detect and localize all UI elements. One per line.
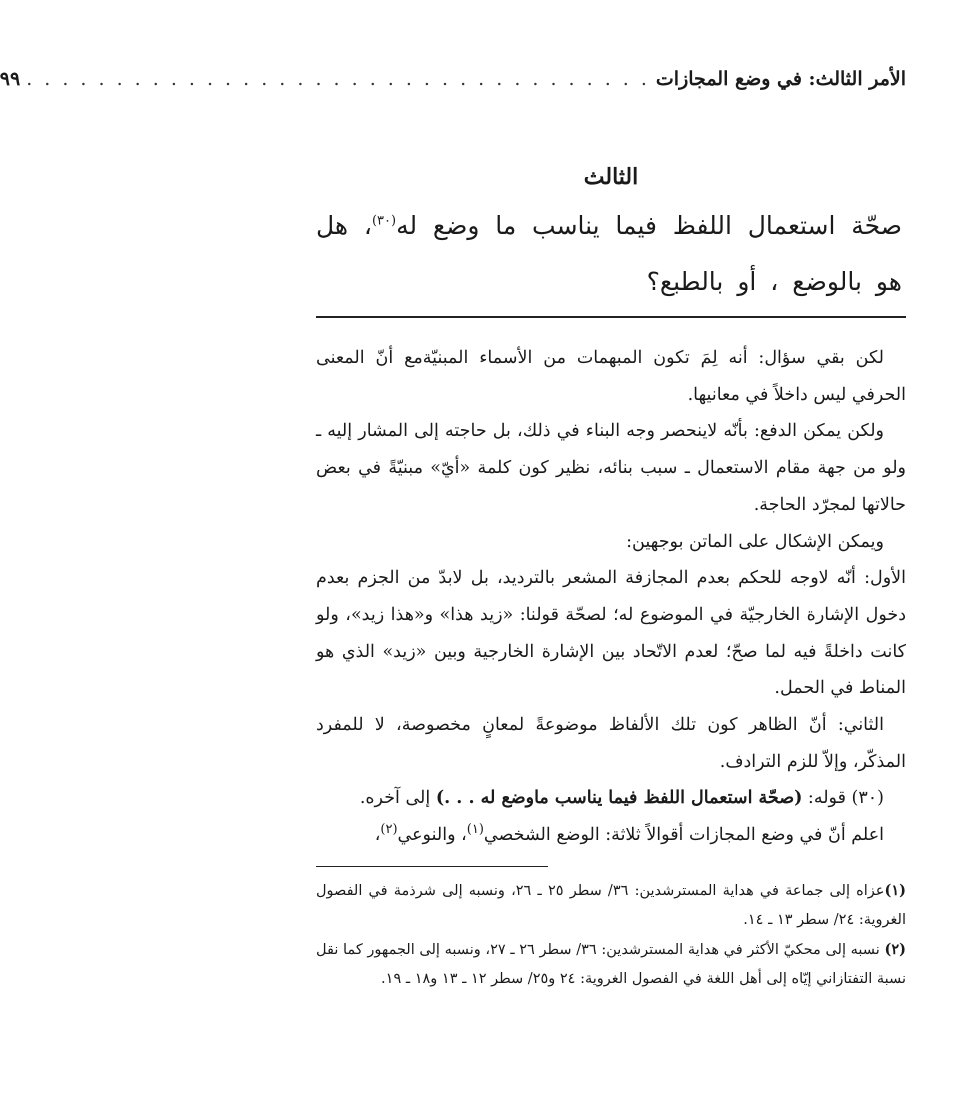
paragraph-first-objection: الأول: أنّه لاوجه للحكم بعدم المجازفة المشعر بالترديد، بل لابدّ من الجزم بعدم دخول الإشارة الخارجيّة في الموضوع له؛ لصحّة قولنا: «زيد هذا» و«هذا زيد»، ولو كانت داخلةً فيه لما صحّ؛ لعدم الاتّحاد بين الإشارة الخارجية وبين «زيد» الذي هو المناط في الحمل.	[316, 568, 906, 699]
paragraph-answer: ولكن يمكن الدفع: بأنّه لاينحصر وجه البناء في ذلك، بل حاجته إلى المشار إليه ـ ولو من جهة مقام الاستعمال ـ سبب بنائه، نظير كون كلمة «أيّ» مبنيّةً في بعض حالاتها لمجرّد الحاجة.	[316, 421, 906, 515]
commentary-body	[316, 340, 906, 854]
running-header-title: الأمر الثالث: في وضع المجازات	[655, 68, 906, 90]
note-quote: (صحّة استعمال اللفظ فيما يناسب ماوضع له . . .)	[435, 788, 803, 809]
paragraph-note-30	[316, 780, 906, 817]
paragraph-three-views	[316, 817, 906, 854]
footnote-1-text: عزاه إلى جماعة في هداية المسترشدين: ٣٦/ سطر ٢٥ ـ ٢٦، ونسبه إلى شرذمة في الفصول الغروية: ٢٤/ سطر ١٣ ـ ١٤.	[316, 883, 906, 928]
footnote-2-marker: (٢)	[884, 941, 906, 958]
paragraph-second-objection: الثاني: أنّ الظاهر كون تلك الألفاظ موضوعةً لمعانٍ مخصوصة، لا للمفرد المذكّر، وإلاّ للزم الترادف.	[316, 715, 906, 772]
book-page	[0, 58, 906, 1058]
three-views-text-a: اعلم أنّ في وضع المجازات أقوالاً ثلاثة: الوضع الشخصي	[483, 825, 884, 846]
section-label: الثالث	[583, 164, 639, 190]
running-header	[0, 68, 906, 98]
section-title	[316, 198, 902, 310]
footnote-divider-rule	[316, 866, 548, 867]
footnote-1-marker: (١)	[884, 882, 906, 899]
footnote-1	[316, 876, 906, 935]
section-title-note-ref: (٣٠)	[371, 213, 397, 229]
paragraph-question: لكن بقي سؤال: أنه لِمَ تكون المبهمات من الأسماء المبنيّةمع أنّ المعنى الحرفي ليس داخلاً في معانيها.	[316, 348, 906, 405]
running-header-leader-dots: . . . . . . . . . . . . . . . . . . . . . . . . . . . . . . . . . . .	[26, 68, 650, 90]
three-views-text-c: ،	[374, 825, 381, 846]
paragraph-objections-intro: ويمكن الإشكال على الماتن بوجهين:	[626, 531, 884, 552]
page-number: ٩٩	[0, 68, 21, 90]
note-lead: قوله:	[802, 788, 846, 809]
footnote-ref-1: (١)	[466, 822, 484, 838]
section-title-rest: ، هل هو بالوضع ، أو بالطبع؟	[316, 211, 902, 296]
footnote-ref-2: (٢)	[380, 822, 398, 838]
commentary-divider-rule	[316, 316, 906, 318]
footnotes	[316, 876, 906, 994]
section-title-main: صحّة استعمال اللفظ فيما يناسب ما وضع له	[396, 211, 902, 240]
note-tail: إلى آخره.	[359, 788, 436, 809]
note-number: (٣٠)	[851, 788, 884, 809]
footnote-2	[316, 935, 906, 994]
three-views-text-b: ، والنوعي	[397, 825, 467, 846]
footnote-2-text: نسبه إلى محكيّ الأكثر في هداية المسترشدين: ٣٦/ سطر ٢٦ ـ ٢٧، ونسبه إلى الجمهور كما نقل نسبة التفتازاني إيّاه إلى أهل اللغة في الفصول الغروية: ٢٤ و٢٥/ سطر ١٢ ـ ١٣ و١٨ ـ ١٩.	[316, 942, 906, 987]
